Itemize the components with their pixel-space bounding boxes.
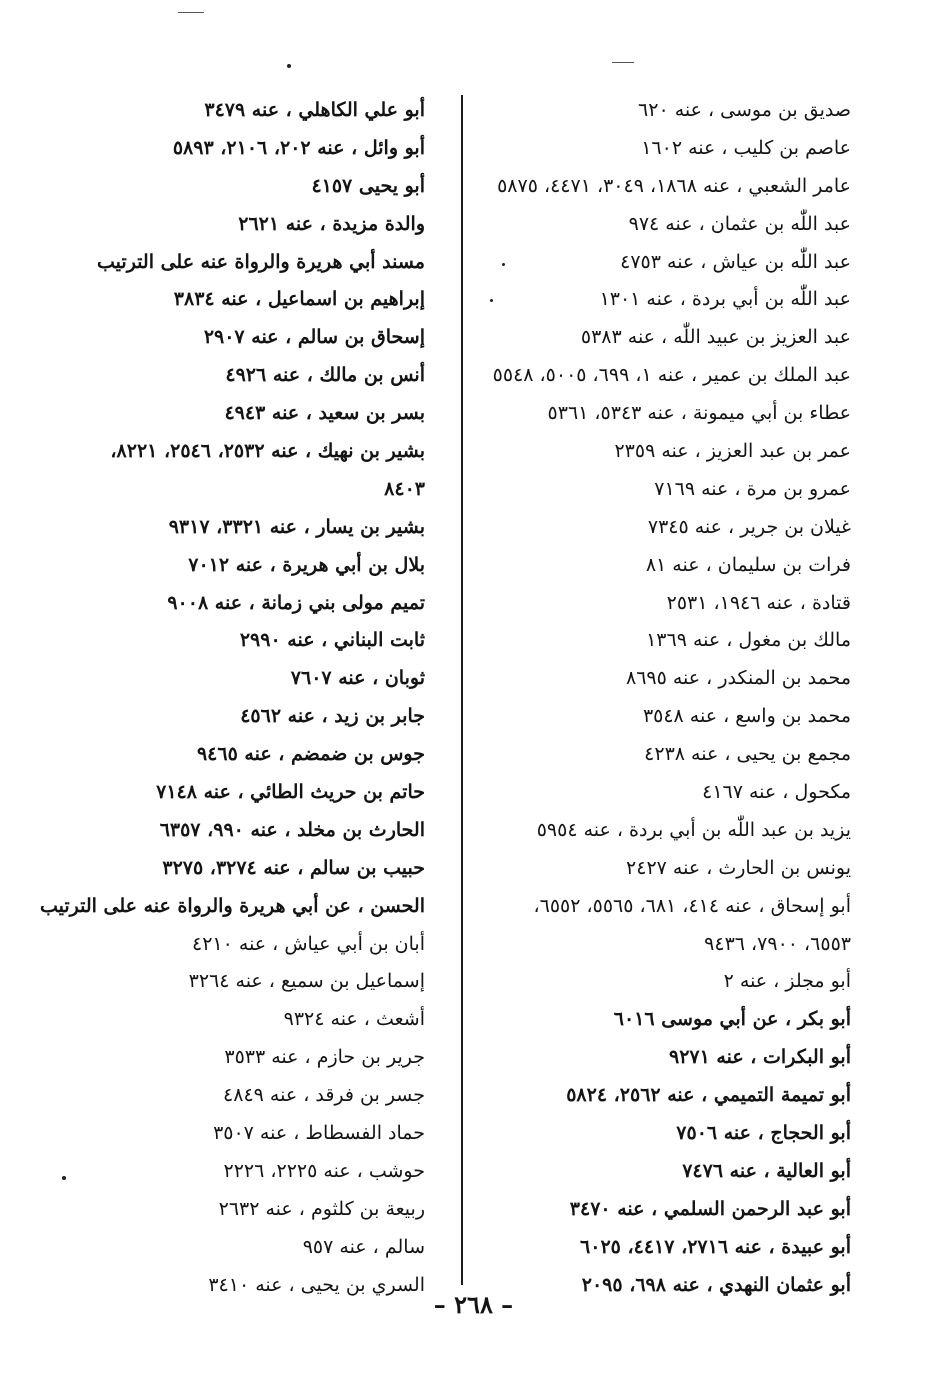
index-entry: أنس بن مالك ، عنه ٤٩٢٦ <box>225 364 425 387</box>
index-entry: أبو تميمة التميمي ، عنه ٢٥٦٢، ٥٨٢٤ <box>566 1084 851 1107</box>
index-entry: عطاء بن أبي ميمونة ، عنه ٥٣٤٣، ٥٣٦١ <box>547 402 851 425</box>
index-entry: مالك بن مغول ، عنه ١٣٦٩ <box>646 629 851 652</box>
index-entry: حوشب ، عنه ٢٢٢٥، ٢٢٢٦ <box>223 1159 425 1182</box>
index-entry: أبو العالية ، عنه ٧٤٧٦ <box>682 1159 851 1182</box>
column-divider <box>461 95 463 1285</box>
index-entry: محمد بن المنكدر ، عنه ٨٦٩٥ <box>626 667 851 690</box>
index-entry: بسر بن سعيد ، عنه ٤٩٤٣ <box>224 402 425 425</box>
index-entry: عبد الملك بن عمير ، عنه ١، ٦٩٩، ٥٠٠٥، ٥٥٤٨ <box>492 364 851 387</box>
margin-mark <box>612 62 634 63</box>
index-entry: جسر بن فرقد ، عنه ٤٨٤٩ <box>223 1084 425 1107</box>
index-entry: بشير بن نهيك ، عنه ٢٥٣٢، ٢٥٤٦، ٨٢٢١، <box>110 440 425 463</box>
right-index-column <box>461 92 851 1305</box>
index-entry: بلال بن أبي هريرة ، عنه ٧٠١٢ <box>188 553 425 576</box>
index-entry: قتادة ، عنه ١٩٤٦، ٢٥٣١ <box>666 591 851 614</box>
index-entry: عبد اللّٰه بن عثمان ، عنه ٩٧٤ <box>628 212 851 235</box>
index-entry: يزيد بن عبد اللّٰه بن أبي بردة ، عنه ٥٩٥٤ <box>536 818 851 841</box>
index-entry: غيلان بن جرير ، عنه ٧٣٤٥ <box>647 515 851 538</box>
index-entry: أبو بكر ، عن أبي موسى ٦٠١٦ <box>613 1008 851 1031</box>
index-entry: إسحاق بن سالم ، عنه ٢٩٠٧ <box>203 326 425 349</box>
index-entry: مسند أبي هريرة والرواة عنه على الترتيب <box>97 250 425 273</box>
index-entry: جرير بن حازم ، عنه ٣٥٣٣ <box>224 1046 425 1069</box>
index-entry: عمرو بن مرة ، عنه ٧١٦٩ <box>654 477 851 500</box>
index-entry: عمر بن عبد العزيز ، عنه ٢٣٥٩ <box>614 440 851 463</box>
ink-speck <box>287 64 291 68</box>
index-entry: عبد اللّٰه بن عياش ، عنه ٤٧٥٣ <box>620 250 851 273</box>
index-entry: ثوبان ، عنه ٧٦٠٧ <box>290 667 425 690</box>
margin-mark <box>178 12 204 13</box>
index-entry: أبو البكرات ، عنه ٩٢٧١ <box>668 1046 851 1069</box>
index-entry: أبو عثمان النهدي ، عنه ٦٩٨، ٢٠٩٥ <box>581 1273 851 1296</box>
index-entry: السري بن يحيى ، عنه ٣٤١٠ <box>208 1273 425 1296</box>
index-entry: جابر بن زيد ، عنه ٤٥٦٢ <box>240 705 425 728</box>
index-entry: محمد بن واسع ، عنه ٣٥٤٨ <box>642 705 851 728</box>
index-entry: الحسن ، عن أبي هريرة والرواة عنه على الترتيب <box>39 894 425 917</box>
index-entry: تميم مولى بني زمانة ، عنه ٩٠٠٨ <box>167 591 425 614</box>
index-entry: أبو عبيدة ، عنه ٢٧١٦، ٤٤١٧، ٦٠٢٥ <box>580 1235 851 1258</box>
index-entry: أبو علي الكاهلي ، عنه ٣٤٧٩ <box>204 99 425 121</box>
index-entry: مجمع بن يحيى ، عنه ٤٢٣٨ <box>644 743 851 766</box>
index-entry: صديق بن موسى ، عنه ٦٢٠ <box>638 99 851 121</box>
index-entry: أشعث ، عنه ٩٣٢٤ <box>283 1008 425 1031</box>
index-entry: يونس بن الحارث ، عنه ٢٤٢٧ <box>626 856 851 879</box>
index-entry: ثابت البناني ، عنه ٢٩٩٠ <box>239 629 425 652</box>
index-entry: سالم ، عنه ٩٥٧ <box>302 1235 425 1258</box>
index-entry: عبد العزيز بن عبيد اللّٰه ، عنه ٥٣٨٣ <box>580 326 851 349</box>
left-index-column <box>25 92 425 1305</box>
index-entry: بشير بن يسار ، عنه ٣٣٢١، ٩٣١٧ <box>168 515 425 538</box>
page-number: – ٢٦٨ – <box>433 1290 514 1319</box>
index-entry: أبو مجلز ، عنه ٢ <box>723 970 851 993</box>
index-entry: حماد الفسطاط ، عنه ٣٥٠٧ <box>213 1122 425 1145</box>
index-entry: ٦٥٥٣، ٧٩٠٠، ٩٤٣٦ <box>704 932 851 955</box>
index-entry: ٨٤٠٣ <box>384 477 425 500</box>
index-entry: ربيعة بن كلثوم ، عنه ٢٦٣٢ <box>218 1197 425 1220</box>
index-entry: والدة مزيدة ، عنه ٢٦٢١ <box>238 212 425 235</box>
index-entry: أبان بن أبي عياش ، عنه ٤٢١٠ <box>192 932 425 955</box>
index-entry: مكحول ، عنه ٤١٦٧ <box>702 781 851 804</box>
index-entry: أبو الحجاج ، عنه ٧٥٠٦ <box>676 1122 851 1145</box>
index-entry: عامر الشعبي ، عنه ١٨٦٨، ٣٠٤٩، ٤٤٧١، ٥٨٧٥ <box>497 174 851 197</box>
index-entry: أبو يحيى ٤١٥٧ <box>311 174 425 197</box>
index-entry: أبو وائل ، عنه ٢٠٢، ٢١٠٦، ٥٨٩٣ <box>172 136 425 159</box>
index-entry: إبراهيم بن اسماعيل ، عنه ٣٨٣٤ <box>173 288 425 311</box>
index-entry: الحارث بن مخلد ، عنه ٩٩٠، ٦٣٥٧ <box>159 818 425 841</box>
index-entry: أبو إسحاق ، عنه ٤١٤، ٦٨١، ٥٥٦٥، ٦٥٥٢، <box>533 894 851 917</box>
index-entry: حبيب بن سالم ، عنه ٣٢٧٤، ٣٢٧٥ <box>162 856 425 879</box>
index-entry: أبو عبد الرحمن السلمي ، عنه ٣٤٧٠ <box>569 1197 851 1220</box>
index-entry: عاصم بن كليب ، عنه ١٦٠٢ <box>641 136 851 159</box>
index-entry: جوس بن ضمضم ، عنه ٩٤٦٥ <box>196 743 425 766</box>
index-entry: عبد اللّٰه بن أبي بردة ، عنه ١٣٠١ <box>599 288 851 311</box>
index-entry: حاتم بن حريث الطائي ، عنه ٧١٤٨ <box>156 781 425 804</box>
index-entry: إسماعيل بن سميع ، عنه ٣٢٦٤ <box>188 970 425 993</box>
index-entry: فرات بن سليمان ، عنه ٨١ <box>645 553 851 576</box>
